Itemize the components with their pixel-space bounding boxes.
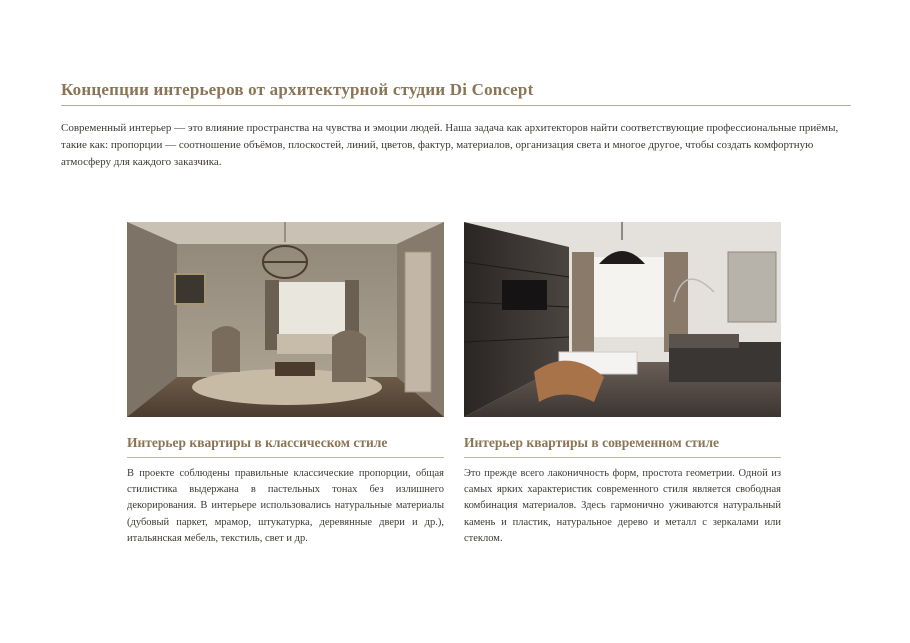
title-divider (61, 105, 851, 106)
modern-section-title: Интерьер квартиры в современном стиле (464, 435, 720, 450)
intro-paragraph: Современный интерьер — это влияние пространства на чувства и эмоции людей. Наша задача как архитекторов найти соответствующие профессиональные приёмы, такие как: пропорции — соотношение объёмов, плоскостей, линий, цветов, фактур, материалов, организация света и многое другое, чтобы создать комфортную атмосферу для каждого заказчика. (61, 122, 839, 168)
modern-interior-photo (464, 222, 781, 417)
classic-section-text: В проекте соблюдены правильные классические пропорции, общая стилистика выдержана в пастельных тонах без излишнего декорирования. В интерьере использовались натуральные материалы (дубовый паркет, мрамор, штукатурка, деревянные двери и др.), итальянская мебель, текстиль, свет и др. (127, 468, 444, 544)
modern-interior-card (464, 222, 781, 547)
modern-section-divider (464, 457, 781, 458)
modern-section-text: Это прежде всего лаконичность форм, простота геометрии. Одной из самых ярких характеристик современного стиля является свободная комбинация материалов. Здесь гармонично уживаются натуральный камень и пластик, натуральное дерево и металл с зеркалами или стеклом. (464, 468, 781, 544)
classic-section-divider (127, 457, 444, 458)
classic-section-title: Интерьер квартиры в классическом стиле (127, 435, 388, 450)
classic-interior-photo (127, 222, 444, 417)
classic-interior-card (127, 222, 444, 547)
page-title: Концепции интерьеров от архитектурной студии Di Concept (61, 80, 534, 99)
